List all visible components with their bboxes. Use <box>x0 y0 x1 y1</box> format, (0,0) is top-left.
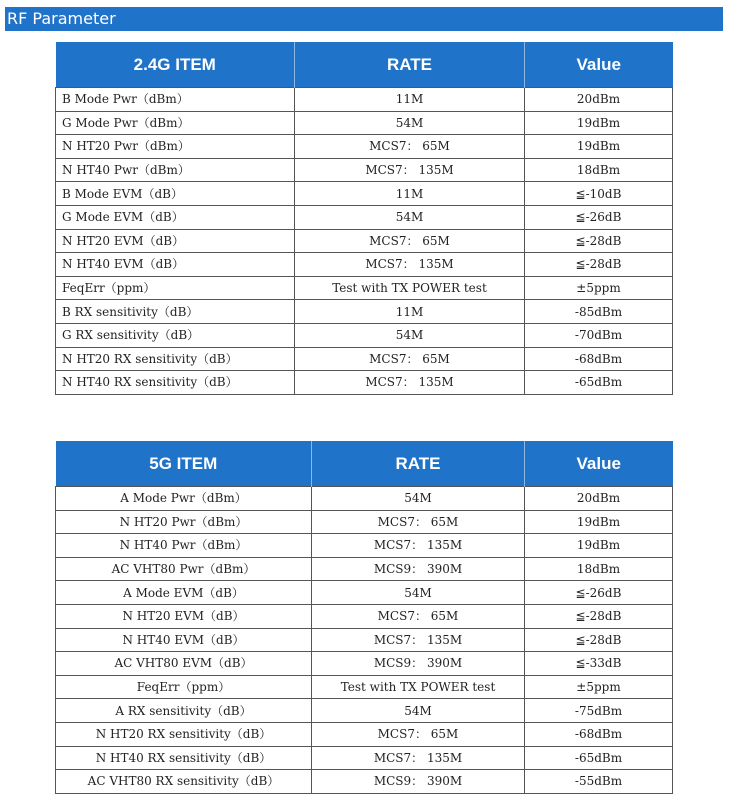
cell-item: FeqErr（ppm） <box>56 675 312 699</box>
table-row <box>56 323 673 347</box>
cell-item: AC VHT80 RX sensitivity（dB） <box>56 770 312 794</box>
table-row <box>56 371 673 395</box>
column-header-rate: RATE <box>295 42 525 88</box>
cell-item: B Mode Pwr（dBm） <box>56 88 295 112</box>
cell-rate: MCS7： 65M <box>295 135 525 159</box>
cell-item: AC VHT80 EVM（dB） <box>56 652 312 676</box>
table-row <box>56 276 673 300</box>
cell-rate: 54M <box>295 205 525 229</box>
cell-rate: MCS7： 135M <box>295 158 525 182</box>
table-row <box>56 111 673 135</box>
cell-rate: MCS7： 65M <box>312 510 525 534</box>
cell-value: 19dBm <box>525 510 673 534</box>
cell-item: A Mode Pwr（dBm） <box>56 487 312 511</box>
cell-value: -68dBm <box>525 722 673 746</box>
cell-value: ≦-10dB <box>525 182 673 206</box>
cell-value: 20dBm <box>525 487 673 511</box>
cell-value: ≦-28dB <box>525 253 673 277</box>
cell-rate: MCS7： 135M <box>312 534 525 558</box>
cell-rate: MCS7： 65M <box>312 604 525 628</box>
cell-item: B Mode EVM（dB） <box>56 182 295 206</box>
cell-rate: MCS7： 65M <box>295 229 525 253</box>
cell-value: -75dBm <box>525 699 673 723</box>
cell-rate: MCS7： 135M <box>312 628 525 652</box>
cell-value: ≦-28dB <box>525 229 673 253</box>
cell-value: ≦-26dB <box>525 205 673 229</box>
table-row <box>56 88 673 112</box>
column-header-rate: RATE <box>312 441 525 487</box>
cell-rate: MCS9： 390M <box>312 652 525 676</box>
column-header-item: 5G ITEM <box>56 441 312 487</box>
cell-item: A RX sensitivity（dB） <box>56 699 312 723</box>
cell-value: ≦-26dB <box>525 581 673 605</box>
cell-item: B RX sensitivity（dB） <box>56 300 295 324</box>
cell-item: G Mode EVM（dB） <box>56 205 295 229</box>
cell-value: ±5ppm <box>525 276 673 300</box>
table-row <box>56 652 673 676</box>
table-row <box>56 581 673 605</box>
cell-value: -85dBm <box>525 300 673 324</box>
cell-item: FeqErr（ppm） <box>56 276 295 300</box>
table-row <box>56 675 673 699</box>
table-header-row <box>56 441 673 487</box>
cell-item: N HT20 Pwr（dBm） <box>56 510 312 534</box>
cell-rate: MCS7： 65M <box>312 722 525 746</box>
cell-rate: 11M <box>295 300 525 324</box>
cell-rate: MCS7： 135M <box>295 371 525 395</box>
cell-item: G Mode Pwr（dBm） <box>56 111 295 135</box>
cell-item: N HT40 RX sensitivity（dB） <box>56 371 295 395</box>
cell-value: 19dBm <box>525 135 673 159</box>
table-header-row <box>56 42 673 88</box>
cell-item: N HT20 EVM（dB） <box>56 604 312 628</box>
cell-value: -70dBm <box>525 323 673 347</box>
cell-rate: 54M <box>295 111 525 135</box>
table-row <box>56 229 673 253</box>
cell-item: N HT20 EVM（dB） <box>56 229 295 253</box>
table-row <box>56 135 673 159</box>
table-row <box>56 746 673 770</box>
table-row <box>56 628 673 652</box>
table-row <box>56 770 673 794</box>
column-header-item: 2.4G ITEM <box>56 42 295 88</box>
table-row <box>56 182 673 206</box>
cell-rate: 54M <box>312 581 525 605</box>
cell-value: -68dBm <box>525 347 673 371</box>
table-row <box>56 205 673 229</box>
cell-rate: MCS7： 65M <box>295 347 525 371</box>
section-title: RF Parameter <box>5 7 723 31</box>
cell-item: N HT40 RX sensitivity（dB） <box>56 746 312 770</box>
table-row <box>56 487 673 511</box>
cell-rate: MCS9： 390M <box>312 557 525 581</box>
cell-rate: MCS7： 135M <box>312 746 525 770</box>
cell-rate: 54M <box>312 699 525 723</box>
cell-value: ≦-28dB <box>525 628 673 652</box>
table-row <box>56 347 673 371</box>
cell-rate: Test with TX POWER test <box>295 276 525 300</box>
cell-item: AC VHT80 Pwr（dBm） <box>56 557 312 581</box>
column-header-value: Value <box>525 441 673 487</box>
cell-item: N HT40 Pwr（dBm） <box>56 158 295 182</box>
cell-item: N HT40 Pwr（dBm） <box>56 534 312 558</box>
cell-value: 18dBm <box>525 557 673 581</box>
cell-value: 18dBm <box>525 158 673 182</box>
table-row <box>56 158 673 182</box>
cell-item: N HT40 EVM（dB） <box>56 253 295 277</box>
cell-rate: 54M <box>295 323 525 347</box>
cell-value: -55dBm <box>525 770 673 794</box>
table-row <box>56 510 673 534</box>
cell-item: G RX sensitivity（dB） <box>56 323 295 347</box>
table-row <box>56 300 673 324</box>
cell-value: ≦-33dB <box>525 652 673 676</box>
cell-value: ≦-28dB <box>525 604 673 628</box>
table-row <box>56 253 673 277</box>
cell-rate: 11M <box>295 88 525 112</box>
cell-item: N HT40 EVM（dB） <box>56 628 312 652</box>
table-row <box>56 722 673 746</box>
table-24g <box>55 42 673 395</box>
cell-rate: 54M <box>312 487 525 511</box>
cell-value: 20dBm <box>525 88 673 112</box>
cell-value: -65dBm <box>525 371 673 395</box>
table-row <box>56 699 673 723</box>
cell-item: A Mode EVM（dB） <box>56 581 312 605</box>
cell-value: -65dBm <box>525 746 673 770</box>
cell-item: N HT20 Pwr（dBm） <box>56 135 295 159</box>
cell-value: 19dBm <box>525 111 673 135</box>
cell-rate: Test with TX POWER test <box>312 675 525 699</box>
cell-rate: MCS7： 135M <box>295 253 525 277</box>
table-row <box>56 604 673 628</box>
cell-item: N HT20 RX sensitivity（dB） <box>56 722 312 746</box>
cell-value: ±5ppm <box>525 675 673 699</box>
table-row <box>56 557 673 581</box>
column-header-value: Value <box>525 42 673 88</box>
cell-rate: 11M <box>295 182 525 206</box>
cell-rate: MCS9： 390M <box>312 770 525 794</box>
table-row <box>56 534 673 558</box>
cell-item: N HT20 RX sensitivity（dB） <box>56 347 295 371</box>
cell-value: 19dBm <box>525 534 673 558</box>
table-5g <box>55 441 673 794</box>
